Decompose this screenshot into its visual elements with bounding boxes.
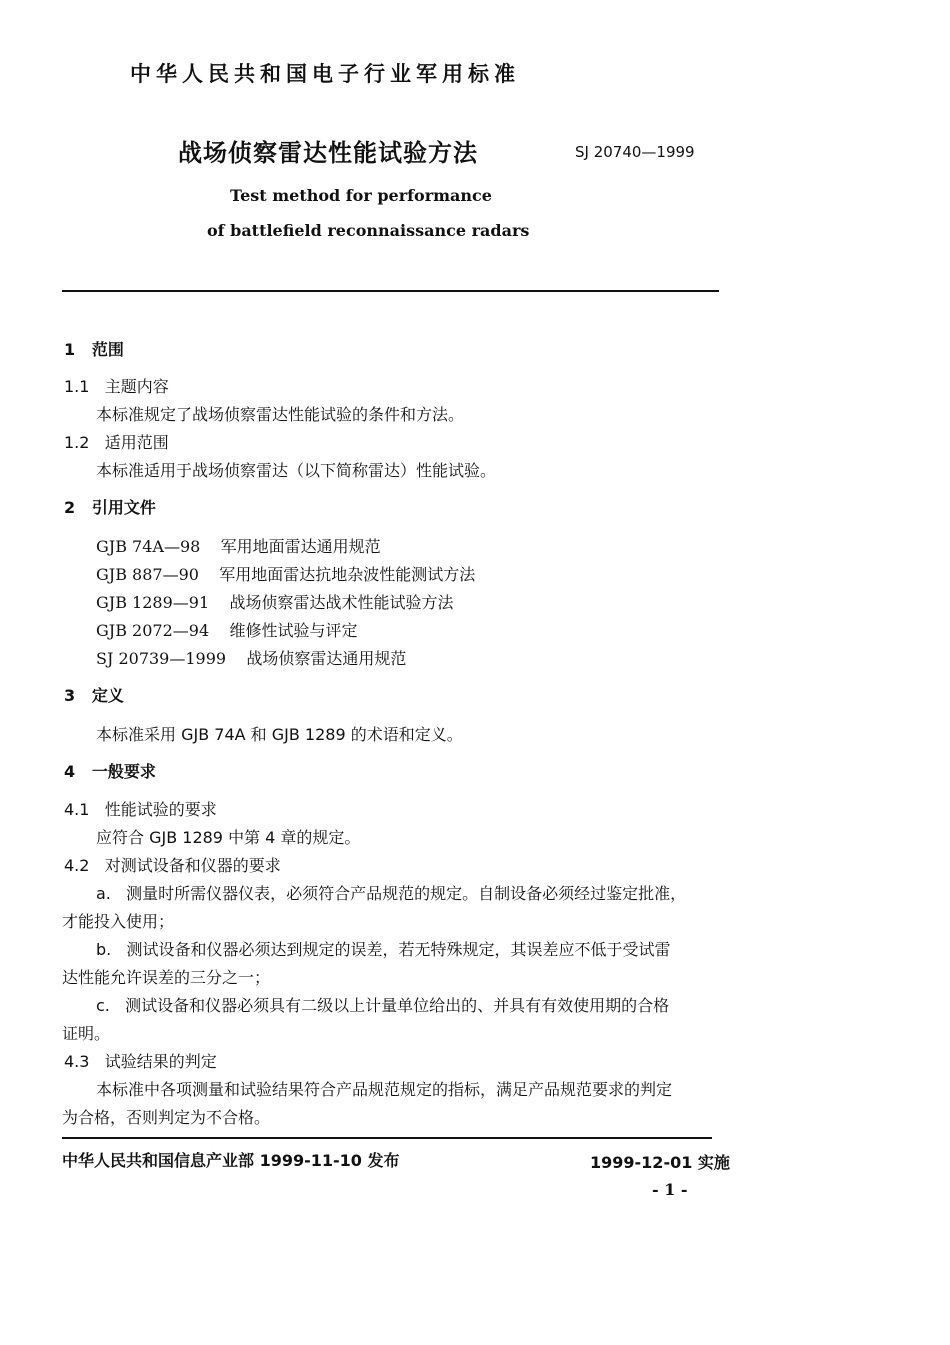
list-text: 测试设备和仪器必须具有二级以上计量单位给出的、并具有有效使用期的合格 (125, 996, 670, 1015)
section-title: 适用范围 (104, 433, 169, 452)
reference-code: GJB 887—90 (96, 565, 199, 584)
list-label: b. (96, 940, 112, 959)
list-text: 测试设备和仪器必须达到规定的误差，若无特殊规定，其误差应不低于受试雷 (126, 940, 671, 959)
list-item-b-continuation: 达性能允许误差的三分之一； (62, 968, 271, 987)
section-4-2-heading (64, 853, 281, 876)
reference-title: 战场侦察雷达通用规范 (246, 649, 407, 668)
reference-code: SJ 20739—1999 (96, 649, 227, 668)
section-number: 4 (64, 762, 76, 781)
standard-code: SJ 20740—1999 (575, 143, 695, 161)
header-divider (62, 290, 719, 292)
section-number: 4.1 (64, 800, 90, 819)
reference-title: 军用地面雷达抗地杂波性能测试方法 (219, 565, 476, 584)
section-1-2-heading (64, 430, 169, 453)
section-title: 引用文件 (91, 498, 156, 517)
reference-item (96, 590, 453, 613)
reference-title: 战场侦察雷达战术性能试验方法 (229, 593, 454, 612)
section-number: 3 (64, 686, 76, 705)
reference-code: GJB 74A—98 (96, 537, 201, 556)
section-title: 试验结果的判定 (104, 1052, 217, 1071)
reference-title: 维修性试验与评定 (229, 621, 358, 640)
list-item-c-continuation: 证明。 (62, 1024, 111, 1043)
list-label: a. (96, 884, 111, 903)
section-number: 4.3 (64, 1052, 90, 1071)
section-number: 1.2 (64, 433, 90, 452)
page-number: - 1 - (652, 1180, 688, 1199)
section-4-3-heading (64, 1049, 217, 1072)
section-title: 范围 (91, 340, 124, 359)
document-title-en-line1: Test method for performance (230, 186, 492, 205)
section-4-3-text-line2: 为合格，否则判定为不合格。 (62, 1108, 271, 1127)
document-title-cn: 战场侦察雷达性能试验方法 (178, 139, 478, 167)
list-item-b (96, 937, 671, 960)
reference-item (96, 534, 381, 557)
section-number: 1.1 (64, 377, 90, 396)
effective-date: 1999-12-01 实施 (590, 1153, 730, 1172)
section-number: 2 (64, 498, 76, 517)
list-item-a (96, 881, 686, 904)
section-1-heading (64, 337, 124, 360)
reference-item (96, 618, 357, 641)
section-4-1-heading (64, 797, 217, 820)
section-title: 一般要求 (91, 762, 156, 781)
document-title-en-line2: of battlefield reconnaissance radars (207, 221, 530, 240)
section-4-1-text: 应符合 GJB 1289 中第 4 章的规定。 (96, 828, 361, 847)
reference-code: GJB 1289—91 (96, 593, 210, 612)
reference-code: GJB 2072—94 (96, 621, 210, 640)
section-1-1-heading (64, 374, 169, 397)
section-title: 对测试设备和仪器的要求 (104, 856, 281, 875)
list-item-a-continuation: 才能投入使用； (62, 912, 175, 931)
list-label: c. (96, 996, 110, 1015)
reference-item (96, 562, 475, 585)
section-4-3-text-line1: 本标准中各项测量和试验结果符合产品规范规定的指标，满足产品规范要求的判定 (96, 1080, 673, 1099)
section-1-2-text: 本标准适用于战场侦察雷达（以下简称雷达）性能试验。 (96, 461, 497, 480)
section-3-heading (64, 683, 124, 706)
section-number: 1 (64, 340, 76, 359)
reference-title: 军用地面雷达通用规范 (220, 537, 381, 556)
issuer-line: 中华人民共和国信息产业部 1999-11-10 发布 (62, 1151, 400, 1170)
section-4-heading (64, 759, 156, 782)
list-item-c (96, 993, 669, 1016)
section-number: 4.2 (64, 856, 90, 875)
section-1-1-text: 本标准规定了战场侦察雷达性能试验的条件和方法。 (96, 405, 465, 424)
section-title: 主题内容 (104, 377, 169, 396)
footer-divider (62, 1137, 712, 1139)
section-3-text: 本标准采用 GJB 74A 和 GJB 1289 的术语和定义。 (96, 725, 463, 744)
org-title: 中华人民共和国电子行业军用标准 (130, 62, 520, 86)
list-text: 测量时所需仪器仪表，必须符合产品规范的规定。自制设备必须经过鉴定批准， (126, 884, 687, 903)
section-2-heading (64, 495, 156, 518)
reference-item (96, 646, 406, 669)
section-title: 定义 (91, 686, 124, 705)
section-title: 性能试验的要求 (104, 800, 217, 819)
